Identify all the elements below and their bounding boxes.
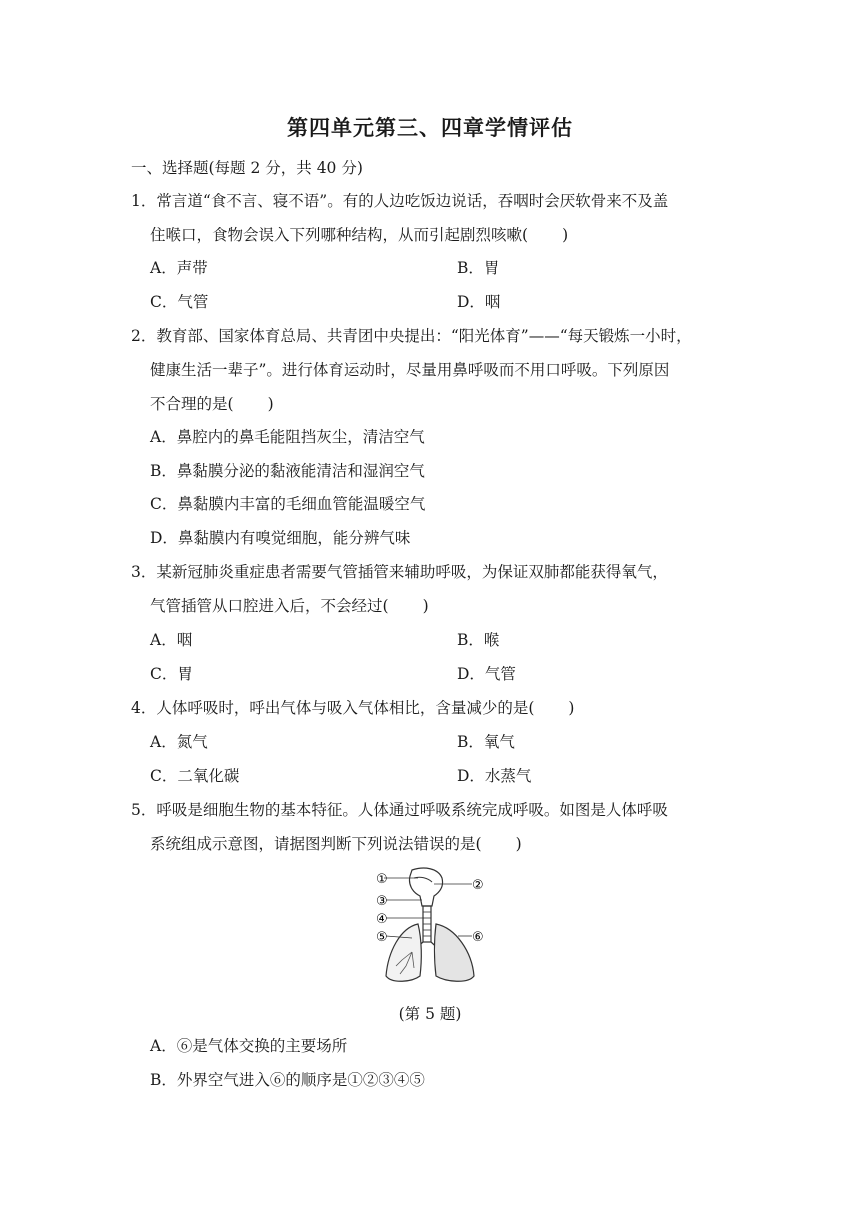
question-4-option-d[interactable]: D．水蒸气 (457, 767, 532, 785)
question-2-option-a[interactable]: A．鼻腔内的鼻毛能阻挡灰尘，清洁空气 (150, 428, 425, 446)
question-2-option-d[interactable]: D．鼻黏膜内有嗅觉细胞，能分辨气味 (150, 529, 411, 547)
respiratory-system-diagram (372, 866, 494, 988)
question-3-option-c[interactable]: C．胃 (150, 665, 193, 683)
question-5-option-a[interactable]: A．⑥是气体交换的主要场所 (150, 1037, 348, 1055)
label-2: ② (472, 878, 484, 893)
question-4-option-b[interactable]: B．氧气 (457, 733, 515, 751)
label-1: ① (376, 872, 388, 887)
question-3-option-a[interactable]: A．咽 (150, 631, 193, 649)
question-1-option-b[interactable]: B．胃 (457, 259, 500, 277)
question-2-option-b[interactable]: B．鼻黏膜分泌的黏液能清洁和湿润空气 (150, 462, 425, 480)
question-2-option-c[interactable]: C．鼻黏膜内丰富的毛细血管能温暖空气 (150, 495, 426, 513)
label-6: ⑥ (472, 930, 484, 945)
question-2-line-1: 2．教育部、国家体育总局、共青团中央提出：“阳光体育”——“每天锻炼一小时， (131, 327, 692, 345)
question-2-line-2: 健康生活一辈子”。进行体育运动时，尽量用鼻呼吸而不用口呼吸。下列原因 (150, 361, 670, 379)
document-title: 第四单元第三、四章学情评估 (287, 116, 573, 140)
figure-caption: (第 5 题) (398, 1005, 462, 1023)
label-5: ⑤ (376, 930, 388, 945)
question-3-option-b[interactable]: B．喉 (457, 631, 500, 649)
question-3-line-1: 3．某新冠肺炎重症患者需要气管插管来辅助呼吸，为保证双肺都能获得氧气， (131, 563, 668, 581)
question-1-line-1: 1．常言道“食不言、寝不语”。有的人边吃饭边说话，吞咽时会厌软骨来不及盖 (131, 192, 669, 210)
question-1-line-2: 住喉口，食物会误入下列哪种结构，从而引起剧烈咳嗽( ) (150, 226, 569, 244)
label-3: ③ (376, 894, 388, 909)
question-5-line-1: 5．呼吸是细胞生物的基本特征。人体通过呼吸系统完成呼吸。如图是人体呼吸 (131, 801, 668, 819)
question-3-line-2: 气管插管从口腔进入后，不会经过( ) (150, 597, 429, 615)
label-4: ④ (376, 912, 388, 927)
right-lung (435, 924, 475, 981)
question-5-line-2: 系统组成示意图，请据图判断下列说法错误的是( ) (150, 835, 522, 853)
question-3-option-d[interactable]: D．气管 (457, 665, 516, 683)
question-4-option-c[interactable]: C．二氧化碳 (150, 767, 240, 785)
question-1-option-a[interactable]: A．声带 (150, 259, 208, 277)
left-lung (386, 924, 421, 981)
section-heading: 一、选择题(每题 2 分，共 40 分) (131, 159, 363, 177)
question-1-option-c[interactable]: C．气管 (150, 293, 209, 311)
question-2-line-3: 不合理的是( ) (150, 395, 274, 413)
question-1-option-d[interactable]: D．咽 (457, 293, 501, 311)
question-5-option-b[interactable]: B．外界空气进入⑥的顺序是①②③④⑤ (150, 1071, 425, 1089)
question-4-option-a[interactable]: A．氮气 (150, 733, 208, 751)
question-4-line-1: 4．人体呼吸时，呼出气体与吸入气体相比，含量减少的是( ) (131, 699, 575, 717)
